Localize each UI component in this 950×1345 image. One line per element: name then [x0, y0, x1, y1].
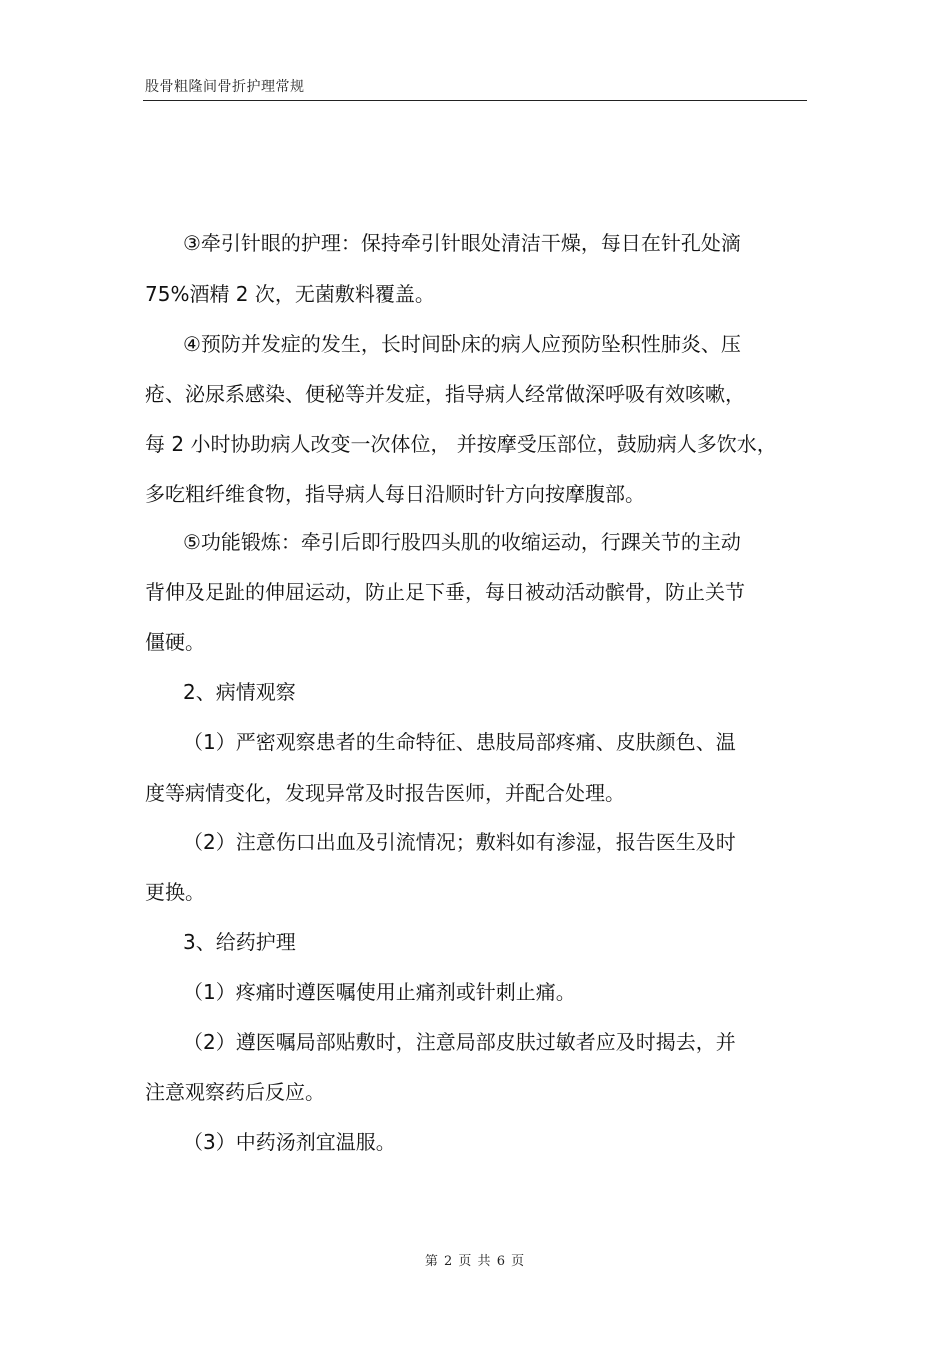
- paragraph-line: 度等病情变化，发现异常及时报告医师，并配合处理。: [145, 781, 625, 805]
- paragraph-line: （2）注意伤口出血及引流情况；敷料如有渗湿，报告医生及时: [183, 830, 736, 854]
- paragraph-line: 注意观察药后反应。: [145, 1080, 325, 1104]
- paragraph-line: 更换。: [145, 880, 205, 904]
- paragraph-line: （1）严密观察患者的生命特征、患肢局部疼痛、皮肤颜色、温: [183, 730, 736, 754]
- paragraph-line: 背伸及足趾的伸屈运动，防止足下垂，每日被动活动髌骨，防止关节: [145, 580, 745, 604]
- paragraph-line: （2）遵医嘱局部贴敷时，注意局部皮肤过敏者应及时揭去，并: [183, 1030, 736, 1054]
- section-heading: 3、给药护理: [183, 930, 296, 954]
- paragraph-line: 多吃粗纤维食物，指导病人每日沿顺时针方向按摩腹部。: [145, 482, 645, 506]
- section-heading: 2、病情观察: [183, 680, 296, 704]
- paragraph-line: （3）中药汤剂宜温服。: [183, 1130, 396, 1154]
- paragraph-line: （1）疼痛时遵医嘱使用止痛剂或针刺止痛。: [183, 980, 576, 1004]
- paragraph-line: 75%酒精 2 次，无菌敷料覆盖。: [145, 282, 435, 306]
- paragraph-line: 每 2 小时协助病人改变一次体位， 并按摩受压部位，鼓励病人多饮水，: [145, 432, 777, 456]
- paragraph-line: 僵硬。: [145, 630, 205, 654]
- paragraph-line: ⑤功能锻炼：牵引后即行股四头肌的收缩运动，行踝关节的主动: [183, 530, 741, 554]
- header-divider: [143, 100, 807, 101]
- page-number-footer: 第 2 页 共 6 页: [424, 1254, 526, 1269]
- paragraph-line: ③牵引针眼的护理：保持牵引针眼处清洁干燥，每日在针孔处滴: [183, 231, 741, 255]
- paragraph-line: 疮、泌尿系感染、便秘等并发症，指导病人经常做深呼吸有效咳嗽，: [145, 382, 745, 406]
- running-header-title: 股骨粗隆间骨折护理常规: [145, 79, 305, 95]
- paragraph-line: ④预防并发症的发生，长时间卧床的病人应预防坠积性肺炎、压: [183, 332, 741, 356]
